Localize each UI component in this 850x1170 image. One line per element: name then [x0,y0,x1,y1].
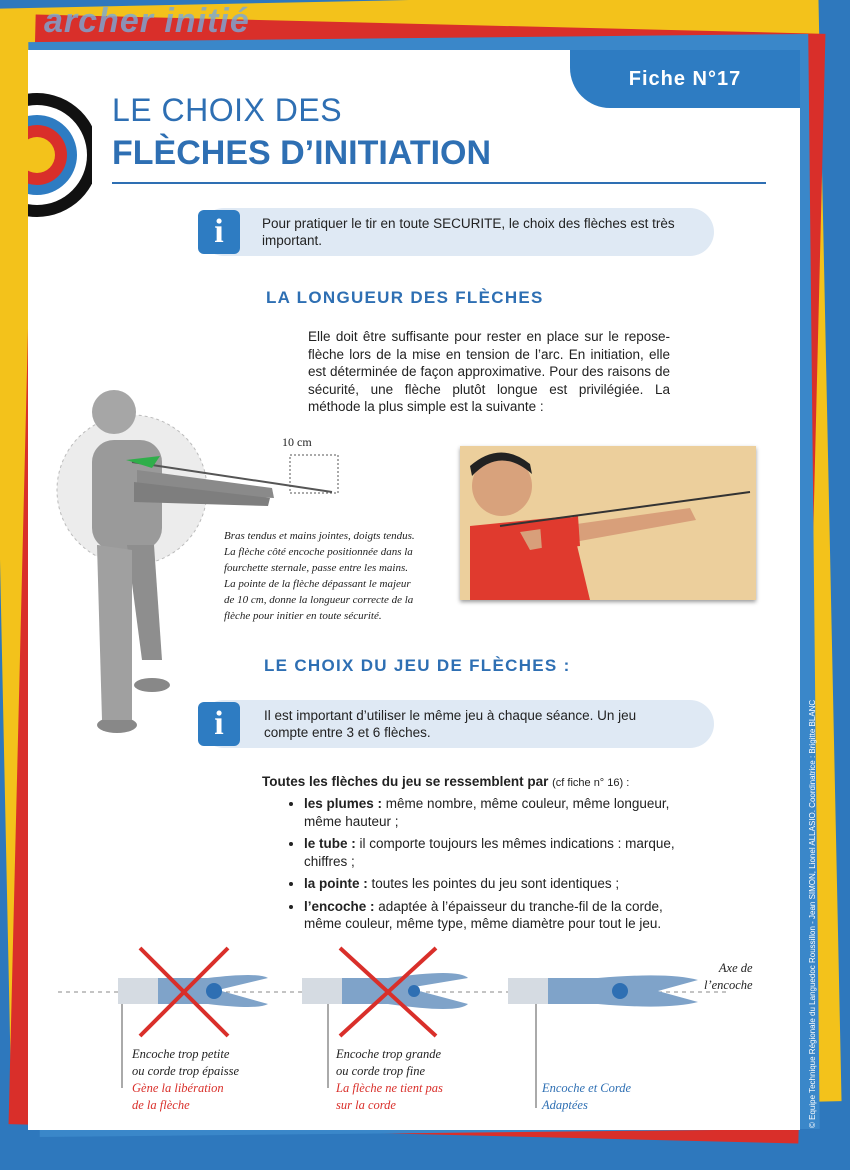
archer-photo [460,446,756,600]
fiche-page [28,50,800,1130]
axis-label: Axe de l’encoche [704,961,753,992]
title-line-2: FLÈCHES D’INITIATION [112,134,492,172]
title-divider [112,182,766,184]
title-line-1: LE CHOIX DES [112,92,343,128]
list-item: • la pointe : toutes les pointes du jeu sont identiques ; [304,875,702,893]
set-info-text: Il est important d’utiliser le même jeu à chaque séance. Un jeu compte entre 3 et 6 flèches. [264,708,637,740]
info-icon: i [198,210,240,254]
fiche-number: Fiche N°17 [570,50,800,108]
caption-nock-too-large: Encoche trop grande ou corde trop fine La flèche ne tient pas sur la corde [336,1047,443,1112]
section-title-length: LA LONGUEUR DES FLÈCHES [266,288,544,307]
list-lead: Toutes les flèches du jeu se ressemblent par [262,774,549,789]
list-ref: (cf fiche n° 16) : [552,777,630,789]
length-caption: Bras tendus et mains jointes, doigts tendus. La flèche côté encoche positionnée dans la fourchette sternale, passe entre les mains. La pointe de la flèche dépassant le majeur de 10 cm, donne la longueur correcte de la flèche pour initier en toute sécurité. [224,530,415,622]
info-icon: i [198,702,240,746]
similarity-list [262,774,702,938]
length-paragraph: Elle doit être suffisante pour rester en place sur le repose-flèche lors de la mise en tension de l’arc. En initiation, elle est déterminée de façon approximative. Pour des raisons de sécurité, une flèche plutôt longue est privilégiée. La méthode la plus simple est la suivante : [308,329,670,414]
caption-nock-too-small: Encoche trop petite ou corde trop épaisse Gène la libération de la flèche [132,1047,240,1112]
intro-info-box [200,208,714,256]
caption-nock-adapted: Encoche et Corde Adaptées [542,1081,632,1112]
archery-target-icon [28,90,92,220]
list-item: • les plumes : même nombre, même couleur, même longueur, même hauteur ; [304,795,702,830]
credit-text [808,1076,817,1128]
list-item: • le tube : il comporte toujours les mêmes indications : marque, chiffres ; [304,835,702,870]
intro-info-text: Pour pratiquer le tir en toute SECURITE, le choix des flèches est très important. [262,216,675,248]
measure-label: 10 cm [282,435,312,449]
series-header: archer initié [44,2,250,40]
set-info-box [200,700,714,748]
list-item: • l’encoche : adaptée à l’épaisseur du tranche-fil de la corde, même couleur, même type, même diamètre pour tout le jeu. [304,898,702,933]
section-title-set: LE CHOIX DU JEU DE FLÈCHES : [264,656,571,675]
